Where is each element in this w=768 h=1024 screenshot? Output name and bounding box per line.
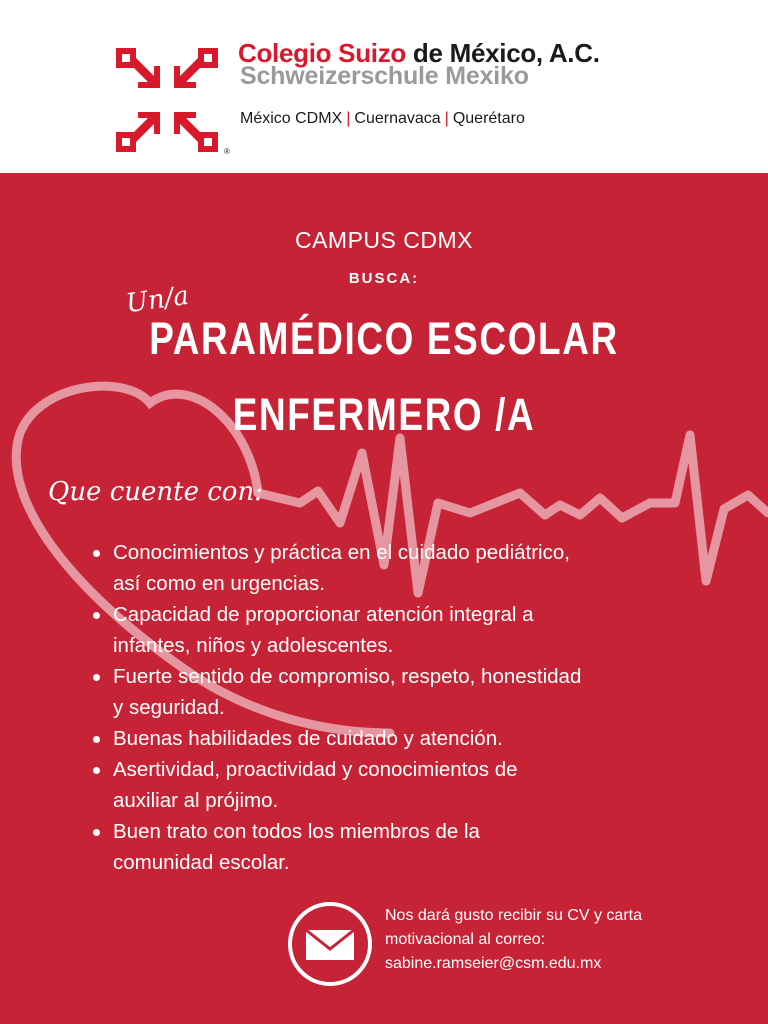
location-queretaro: Querétaro: [452, 110, 525, 127]
list-item: Buenas habilidades de cuidado y atención.: [92, 723, 692, 754]
registered-mark: ®: [224, 147, 230, 156]
envelope-icon: [292, 906, 368, 982]
job-poster: [0, 173, 768, 1024]
campus-locations: [240, 110, 525, 128]
list-item: Capacidad de proporcionar atención integral a infantes, niños y adolescentes.: [92, 599, 692, 661]
contact-email[interactable]: sabine.ramseier@csm.edu.mx: [385, 955, 602, 972]
requirements-heading: Que cuente con:: [48, 477, 263, 507]
school-name-red: Colegio Suizo: [238, 38, 406, 68]
job-title-line1: PARAMÉDICO ESCOLAR: [149, 313, 619, 364]
una-script: Un/a: [124, 280, 191, 320]
contact-info: [385, 904, 745, 976]
contact-line2: motivacional al correo:: [385, 931, 546, 948]
list-item: Asertividad, proactividad y conocimientos de auxiliar al prójimo.: [92, 754, 692, 816]
contact-line1: Nos dará gusto recibir su CV y carta: [385, 907, 642, 924]
school-name-rest: de México, A.C.: [412, 38, 600, 68]
header: [0, 0, 768, 173]
location-separator: |: [444, 110, 449, 127]
location-separator: |: [346, 110, 351, 127]
school-name-german: Schweizerschule Mexiko: [240, 62, 529, 90]
envelope-badge: [288, 902, 372, 986]
campus-heading: CAMPUS CDMX: [294, 227, 473, 253]
swiss-cross-arrows-logo-icon: [112, 44, 230, 156]
busca-label: BUSCA:: [348, 270, 420, 287]
location-cdmx: México CDMX: [240, 110, 343, 127]
list-item: Fuerte sentido de compromiso, respeto, honestidad y seguridad.: [92, 661, 692, 723]
list-item: Buen trato con todos los miembros de la comunidad escolar.: [92, 816, 692, 878]
requirements-list: [92, 537, 692, 878]
location-cuernavaca: Cuernavaca: [354, 110, 441, 127]
list-item: Conocimientos y práctica en el cuidado pediátrico, así como en urgencias.: [92, 537, 692, 599]
job-title-line2: ENFERMERO /A: [232, 389, 536, 440]
